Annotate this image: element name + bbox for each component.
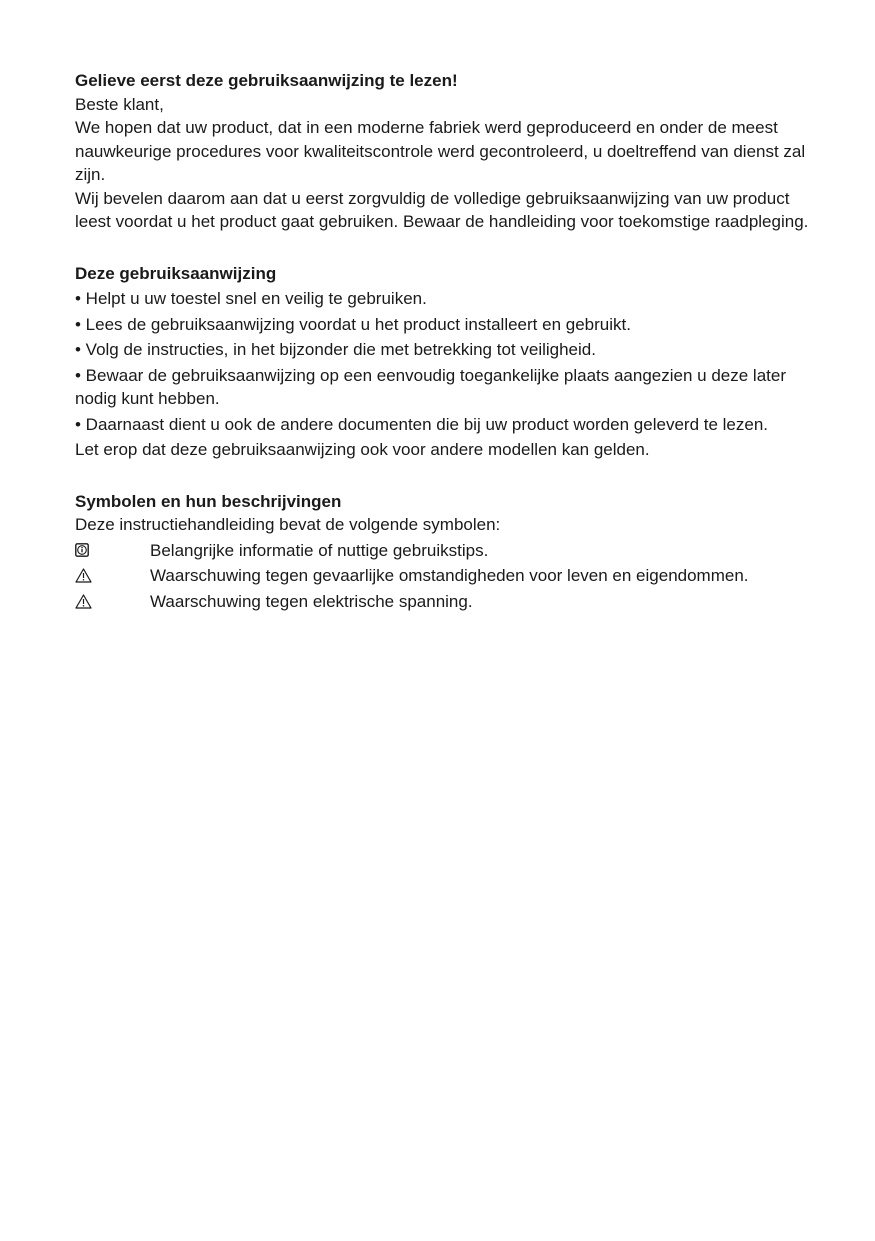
symbol-row-electric-warning	[75, 590, 810, 614]
bullet-item: • Lees de gebruiksaanwijzing voordat u het product installeert en gebruikt.	[75, 314, 631, 334]
symbol-description: Waarschuwing tegen gevaarlijke omstandigheden voor leven en eigendommen.	[150, 566, 749, 585]
intro-heading: Gelieve eerst deze gebruiksaanwijzing te lezen!	[75, 71, 458, 90]
info-icon	[75, 539, 150, 562]
symbols-section	[75, 490, 810, 614]
symbols-heading: Symbolen en hun beschrijvingen	[75, 491, 342, 511]
manual-note: Let erop dat deze gebruiksaanwijzing ook voor andere modellen kan gelden.	[75, 440, 650, 459]
symbol-description: Waarschuwing tegen elektrische spanning.	[150, 591, 473, 611]
symbol-description: Belangrijke informatie of nuttige gebruikstips.	[150, 540, 489, 560]
salutation: Beste klant,	[75, 94, 164, 114]
symbols-intro: Deze instructiehandleiding bevat de volgende symbolen:	[75, 515, 501, 534]
bullet-item: • Bewaar de gebruiksaanwijzing op een eenvoudig toegankelijke plaats aangezien u deze later nodig kunt hebben.	[75, 365, 786, 408]
warning-triangle-icon	[75, 564, 150, 587]
symbol-row-warning	[75, 564, 810, 588]
symbol-row-info	[75, 539, 810, 563]
bullet-item: • Helpt u uw toestel snel en veilig te gebruiken.	[75, 289, 427, 308]
bullet-item: • Volg de instructies, in het bijzonder die met betrekking tot veiligheid.	[75, 340, 596, 359]
manual-section	[75, 262, 810, 462]
manual-heading: Deze gebruiksaanwijzing	[75, 263, 277, 283]
warning-triangle-icon	[75, 590, 150, 613]
bullet-item: • Daarnaast dient u ook de andere documenten die bij uw product worden geleverd te lezen.	[75, 414, 769, 434]
intro-paragraph: We hopen dat uw product, dat in een moderne fabriek werd geproduceerd en onder de meest nauwkeurige procedures voor kwaliteitscontrole werd gecontroleerd, u doeltreffend van dienst zal zijn.	[75, 118, 806, 184]
manual-page	[75, 69, 810, 641]
intro-section	[75, 69, 810, 234]
intro-paragraph: Wij bevelen daarom aan dat u eerst zorgvuldig de volledige gebruiksaanwijzing van uw product leest voordat u het product gaat gebruiken. Bewaar de handleiding voor toekomstige raadpleging.	[75, 188, 809, 231]
